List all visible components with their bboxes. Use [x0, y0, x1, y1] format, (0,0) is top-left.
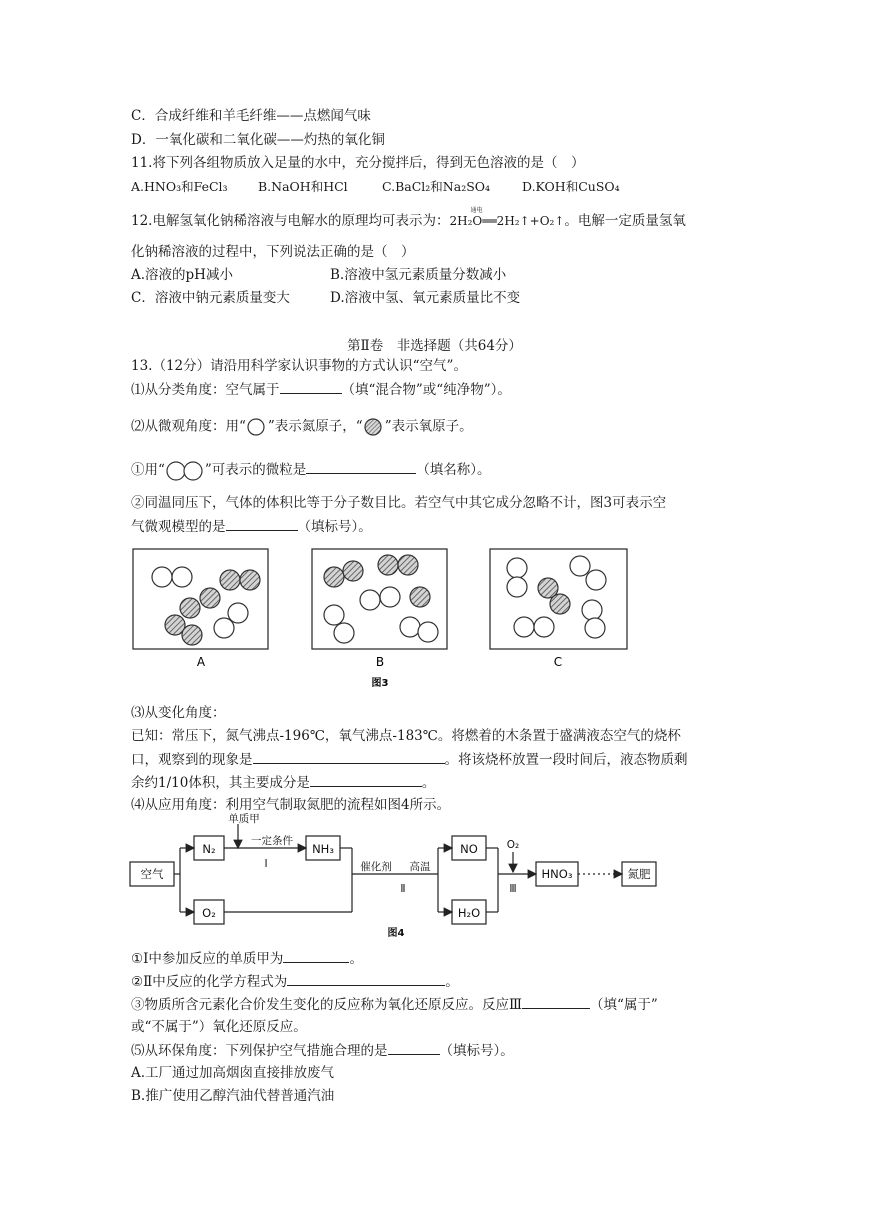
q13-part2-2-hint: （填标号）。	[297, 519, 372, 535]
figure-3-box-a-molecules	[152, 567, 260, 645]
q13-part3-line2	[131, 750, 688, 769]
figure-3-box-b-molecules	[324, 555, 438, 643]
q12-stem-line2: 化钠稀溶液的过程中，下列说法正确的是（ ）	[131, 244, 415, 260]
figure-4-h2o: H₂O	[457, 906, 481, 920]
q13-part1-text: ⑴从分类角度：空气属于	[131, 382, 280, 398]
q13-part3-blank-1[interactable]	[253, 750, 445, 764]
q13-part4-3-line2: 或“不属于”）氧化还原反应。	[131, 1019, 307, 1035]
q13-part2-text-c: ”表示氧原子。	[384, 418, 473, 435]
q13-part4-3-text: ③物质所含元素化合价发生变化的反应称为氧化还原反应。反应Ⅲ	[131, 997, 523, 1013]
q13-stem: 13.（12分）请沿用科学家认识事物的方式认识“空气”。	[131, 358, 467, 374]
q13-part2-2-blank[interactable]	[226, 517, 298, 531]
figure-4-n2: N₂	[202, 842, 216, 856]
figure-4-step-1: Ⅰ	[264, 858, 268, 870]
figure-4-caption: 图4	[387, 928, 405, 939]
figure-4-fertilizer: 氮肥	[627, 867, 651, 881]
q11-options	[131, 178, 620, 196]
figure-3-box-c-molecules	[507, 556, 606, 638]
q13-part4-2	[131, 972, 459, 991]
figure-4-hno3: HNO₃	[541, 867, 573, 881]
oxygen-atom-icon	[363, 417, 385, 437]
q13-part4-3-hint: （填“属于”	[590, 997, 658, 1013]
q13-part4-2-blank[interactable]	[287, 972, 445, 986]
q13-part3-title: ⑶从变化角度：	[131, 705, 226, 721]
q13-part3-text-a: 口，观察到的现象是	[131, 752, 253, 768]
q13-part2	[131, 417, 473, 437]
q13-part4-title: ⑷从应用角度：利用空气制取氮肥的流程如图4所示。	[131, 797, 451, 813]
q13-part3-text-d: 。	[421, 775, 436, 791]
q11-option-b: B.NaOH和HCl	[258, 179, 348, 194]
q13-part2-2-text: 气微观模型的是	[131, 519, 226, 535]
q13-part2-1-hint: （填名称）。	[416, 462, 491, 478]
figure-4-high-temp: 高温	[409, 861, 431, 873]
q13-part4-3-line1	[131, 995, 658, 1014]
q10-option-d: D．一氧化碳和二氧化碳——灼热的氧化铜	[131, 132, 385, 148]
q13-part2-text-b: ”表示氮原子，“	[267, 418, 363, 435]
q11-option-c: C.BaCl₂和Na₂SO₄	[382, 179, 491, 194]
figure-4-step-2: Ⅱ	[400, 883, 406, 895]
figure-4-air: 空气	[140, 867, 164, 881]
q13-part4-2-end: 。	[445, 974, 459, 990]
q13-part4-2-text: ②Ⅱ中反应的化学方程式为	[131, 974, 288, 990]
q12-options-ab	[131, 266, 506, 284]
q12-option-d: D.溶液中氢、氧元素质量比不变	[330, 290, 521, 306]
q13-part5-text: ⑸从环保角度：下列保护空气措施合理的是	[131, 1043, 388, 1059]
q13-part2-1	[131, 460, 491, 481]
q11-option-d: D.KOH和CuSO₄	[522, 179, 620, 194]
q12-equation-text: 2H₂O══2H₂↑+O₂↑	[449, 214, 565, 228]
q10-option-c: C．合成纤维和羊毛纤维——点燃闻气味	[131, 108, 371, 124]
q13-part2-1-text-b: ”可表示的微粒是	[204, 462, 307, 478]
q13-part5-option-a: A.工厂通过加高烟囱直接排放废气	[131, 1065, 335, 1081]
q13-part4-1-blank[interactable]	[283, 949, 349, 963]
q12-stem-text: 12.电解氢氧化钠稀溶液与电解水的原理均可表示为：	[131, 213, 450, 229]
q13-part4-1-end: 。	[349, 951, 363, 967]
q13-part4-3-blank[interactable]	[522, 995, 590, 1009]
nitrogen-molecule-icon	[165, 461, 205, 481]
figure-3	[120, 540, 650, 695]
figure-4-no: NO	[460, 842, 478, 856]
figure-4-o2-input: O₂	[506, 839, 520, 851]
q12-options-cd	[131, 289, 520, 307]
q13-part4-1-text: ①Ⅰ中参加反应的单质甲为	[131, 951, 284, 967]
figure-3-label-a: A	[196, 655, 206, 669]
q11-option-a: A.HNO₃和FeCl₃	[131, 179, 228, 194]
figure-4-catalyst: 催化剂	[360, 861, 392, 873]
q13-part1-hint: （填“混合物”或“纯净物”）。	[341, 382, 511, 398]
q13-part3-text-c: 余约1/10体积，其主要成分是	[131, 775, 310, 791]
figure-4-step-3: Ⅲ	[509, 883, 517, 895]
q12-option-a: A.溶液的pH减小	[131, 267, 233, 283]
section-title: 第Ⅱ卷 非选择题（共64分）	[347, 338, 522, 354]
q12-stem-end: 。电解一定质量氢氧	[564, 213, 686, 229]
figure-4	[120, 812, 680, 942]
figure-4-o2: O₂	[202, 906, 216, 920]
figure-3-label-c: C	[553, 655, 563, 669]
q13-part5	[131, 1041, 514, 1060]
figure-3-label-b: B	[375, 655, 385, 669]
q13-part1	[131, 380, 511, 399]
figure-4-condition: 一定条件	[251, 835, 293, 847]
q13-part1-blank[interactable]	[280, 380, 342, 394]
figure-4-simple-substance: 单质甲	[228, 813, 260, 825]
q13-part2-text-a: ⑵从微观角度：用“	[131, 418, 246, 435]
q12-condition: 通电	[470, 207, 483, 214]
q12-equation	[449, 207, 565, 230]
q11-stem: 11.将下列各组物质放入足量的水中，充分搅拌后，得到无色溶液的是（ ）	[131, 155, 585, 171]
q13-part4-1	[131, 949, 363, 968]
q13-part3-line1: 已知：常压下，氮气沸点-196℃，氧气沸点-183℃。将燃着的木条置于盛满液态空气的烧杯	[131, 728, 681, 744]
q13-part5-blank[interactable]	[388, 1041, 440, 1055]
q13-part2-2-line1: ②同温同压下，气体的体积比等于分子数目比。若空气中其它成分忽略不计，图3可表示空	[131, 495, 667, 511]
q13-part2-2-line2	[131, 517, 372, 536]
q13-part3-line3	[131, 773, 435, 792]
q13-part3-blank-2[interactable]	[310, 773, 422, 787]
q13-part3-text-b: 。将该烧杯放置一段时间后，液态物质剩	[444, 752, 688, 768]
q13-part2-1-text-a: ①用“	[131, 462, 165, 478]
q12-option-b: B.溶液中氢元素质量分数减小	[330, 267, 507, 283]
q13-part5-hint: （填标号）。	[439, 1043, 514, 1059]
q12-stem-line1	[131, 207, 686, 230]
figure-3-caption: 图3	[371, 678, 389, 689]
q13-part5-option-b: B.推广使用乙醇汽油代替普通汽油	[131, 1088, 335, 1104]
figure-4-nh3: NH₃	[312, 842, 334, 856]
q13-part2-1-blank[interactable]	[306, 460, 416, 474]
nitrogen-atom-icon	[246, 417, 268, 437]
q12-option-c: C．溶液中钠元素质量变大	[131, 290, 290, 306]
